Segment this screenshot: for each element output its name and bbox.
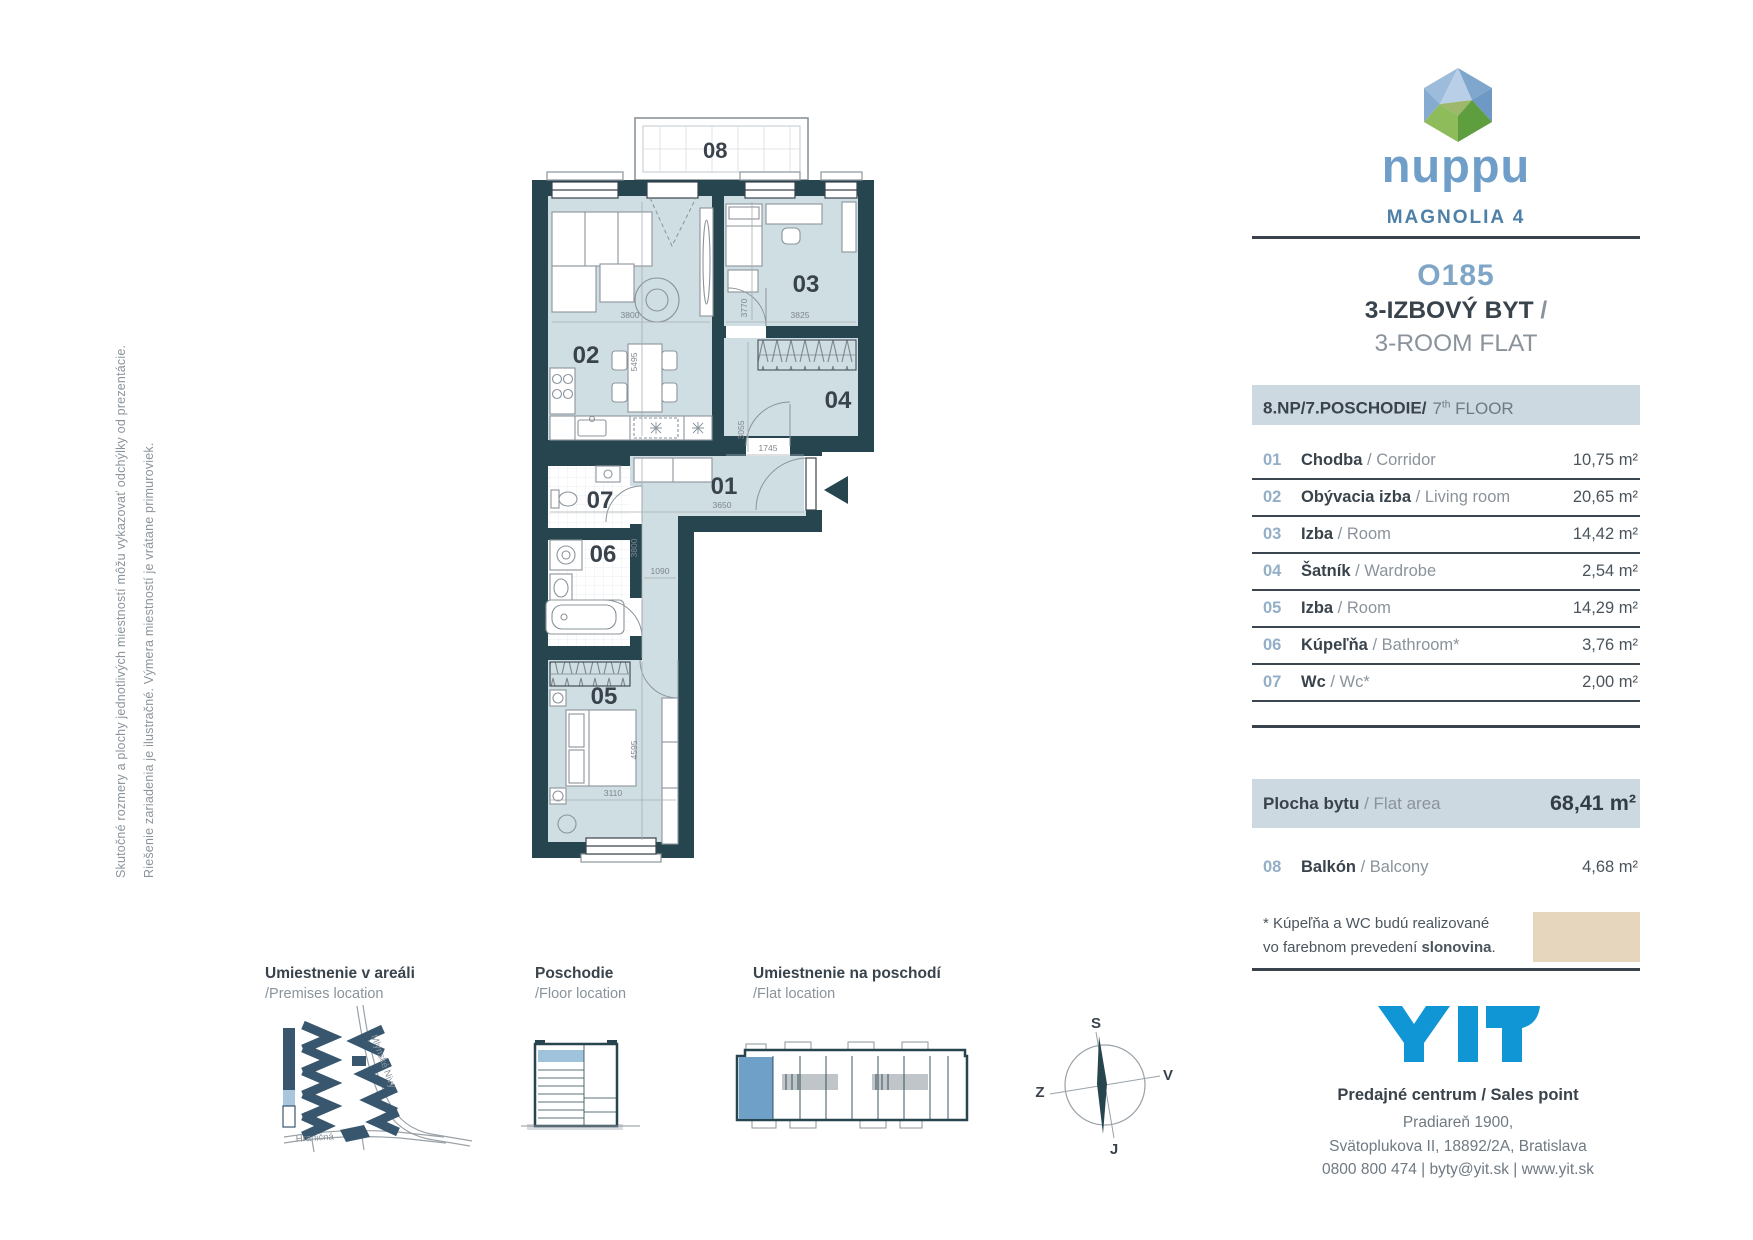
contact-line[interactable]: 0800 800 474 | byty@yit.sk | www.yit.sk <box>1322 1161 1594 1178</box>
svg-text:3800: 3800 <box>620 310 640 320</box>
address-line-1: Pradiareň 1900, <box>1402 1114 1514 1131</box>
building-elevation <box>515 1030 645 1140</box>
svg-text:05: 05 <box>590 683 618 710</box>
unit-type-en: 3-ROOM FLAT <box>1374 330 1538 357</box>
floor-info-bar <box>1252 385 1640 425</box>
street-label-hranicna: Hraničná <box>295 1131 335 1145</box>
room-name: Izba / Room <box>1301 599 1391 617</box>
project-name: MAGNOLIA 4 <box>1386 207 1526 228</box>
nuppu-gem-logo-icon <box>1420 64 1496 146</box>
floor-location-title: Poschodie <box>535 965 614 982</box>
room-label-08: 08 <box>703 138 728 163</box>
disclaimer-line-1: Skutočné rozmery a plochy jednotlivých miestností môžu vykazovať odchýlky od prezentácie. <box>114 344 128 878</box>
site-map <box>255 1005 555 1160</box>
svg-text:3110: 3110 <box>603 788 623 798</box>
room-name: Obývacia izba / Living room <box>1301 488 1511 506</box>
svg-text:04: 04 <box>824 387 852 414</box>
room-name: Chodba / Corridor <box>1301 451 1436 469</box>
flat-area-bar <box>1252 779 1640 828</box>
room-area: 2,00 m² <box>1582 673 1638 691</box>
room-area: 10,75 m² <box>1572 451 1638 469</box>
room-name: Kúpeľňa / Bathroom* <box>1301 636 1460 654</box>
svg-text:4595: 4595 <box>629 740 639 760</box>
svg-text:02: 02 <box>572 342 600 369</box>
svg-text:3650: 3650 <box>712 500 732 510</box>
floor-info-en: 7th FLOOR <box>1432 398 1514 418</box>
svg-text:3800: 3800 <box>629 538 639 558</box>
sales-contact-block <box>1258 1086 1658 1182</box>
divider-2 <box>1252 725 1640 728</box>
floor-corridor-strip <box>642 456 678 660</box>
highlighted-flat <box>739 1057 773 1119</box>
compass-south: J <box>1109 1141 1119 1157</box>
unit-type-slash: / <box>1533 297 1548 324</box>
flat-location-title: Umiestnenie na poschodí <box>753 965 941 982</box>
svg-text:06: 06 <box>589 541 617 568</box>
room-row-07 <box>1252 665 1640 702</box>
floor-info-sk: 8.NP/7.POSCHODIE/ <box>1263 398 1427 418</box>
room-area: 3,76 m² <box>1582 636 1638 654</box>
svg-text:3825: 3825 <box>790 310 810 320</box>
compass <box>1030 1012 1180 1157</box>
flat-location-subtitle: /Flat location <box>753 986 836 1002</box>
svg-text:03: 03 <box>792 271 820 298</box>
balcony-area: 4,68 m² <box>1582 858 1638 876</box>
compass-north: S <box>1090 1015 1102 1032</box>
balcony-num: 08 <box>1263 858 1282 876</box>
compass-needle <box>1097 1036 1107 1134</box>
unit-type-sk-text: 3-IZBOVÝ BYT <box>1364 297 1534 324</box>
note-line-1: * Kúpeľňa a WC budú realizované <box>1263 915 1490 932</box>
room-area: 2,54 m² <box>1582 562 1638 580</box>
svg-text:1745: 1745 <box>758 443 778 453</box>
street-label-mlynske-nivy: Mlynské Nivy <box>368 1033 398 1090</box>
note-line-2: vo farebnom prevedení slonovina. <box>1263 939 1496 956</box>
balcony-row <box>1252 850 1640 885</box>
room-num: 06 <box>1263 636 1282 654</box>
room-row-05 <box>1252 591 1640 628</box>
address-line-2: Svätoplukova II, 18892/2A, Bratislava <box>1329 1137 1587 1155</box>
svg-text:07: 07 <box>586 487 614 514</box>
window-bottom <box>581 838 661 862</box>
entrance-door-leaf <box>806 458 816 510</box>
premises-location-title: Umiestnenie v areáli <box>265 965 415 982</box>
flat-area-value: 68,41 m² <box>1549 791 1636 815</box>
room-row-06 <box>1252 628 1640 665</box>
highlighted-building <box>283 1090 295 1106</box>
room-row-02 <box>1252 480 1640 517</box>
room-row-03 <box>1252 517 1640 554</box>
unit-type-sk <box>1256 297 1656 325</box>
room-num: 03 <box>1263 525 1282 543</box>
divider-3 <box>1252 968 1640 971</box>
room-area: 14,29 m² <box>1572 599 1638 617</box>
yit-logo-icon <box>1375 1004 1543 1064</box>
room-area: 20,65 m² <box>1572 488 1638 506</box>
floor-location-subtitle: /Floor location <box>535 986 627 1002</box>
apartment-floor-plan <box>505 90 905 880</box>
room-num: 05 <box>1263 599 1282 617</box>
svg-text:3055: 3055 <box>736 420 746 440</box>
room-num: 04 <box>1263 562 1282 580</box>
room-name: Izba / Room <box>1301 525 1391 543</box>
disclaimer-line-2: Riešenie zariadenia je ilustračné. Výmera miestností je vrátane primuroviek. <box>142 442 156 878</box>
highlighted-floor <box>538 1050 584 1062</box>
balcony-08 <box>635 118 808 180</box>
unit-code: O185 <box>1417 259 1495 292</box>
room-name: Wc / Wc* <box>1301 673 1370 691</box>
premises-location-subtitle: /Premises location <box>265 986 384 1002</box>
entrance-arrow <box>824 476 848 504</box>
brand-wordmark: nuppu <box>1381 139 1531 192</box>
flat-area-label: Plocha bytu / Flat area <box>1263 793 1441 813</box>
sales-point-title: Predajné centrum / Sales point <box>1337 1086 1579 1104</box>
balcony-name: Balkón / Balcony <box>1301 858 1429 876</box>
room-num: 07 <box>1263 673 1282 691</box>
room-area-table <box>1252 443 1640 702</box>
svg-text:3770: 3770 <box>739 298 749 318</box>
ivory-color-swatch <box>1533 912 1640 962</box>
room-name: Šatník / Wardrobe <box>1301 562 1437 580</box>
color-note <box>1263 912 1533 960</box>
svg-text:5495: 5495 <box>629 352 639 372</box>
divider-1 <box>1252 236 1640 239</box>
compass-west: Z <box>1035 1084 1045 1101</box>
room-row-04 <box>1252 554 1640 591</box>
room-num: 02 <box>1263 488 1282 506</box>
floor-strip-diagram <box>725 1035 985 1140</box>
room-num: 01 <box>1263 451 1282 469</box>
room-area: 14,42 m² <box>1572 525 1638 543</box>
room-row-01 <box>1252 443 1640 480</box>
svg-text:1090: 1090 <box>650 566 670 576</box>
compass-east: V <box>1162 1067 1174 1084</box>
svg-text:01: 01 <box>710 473 738 500</box>
